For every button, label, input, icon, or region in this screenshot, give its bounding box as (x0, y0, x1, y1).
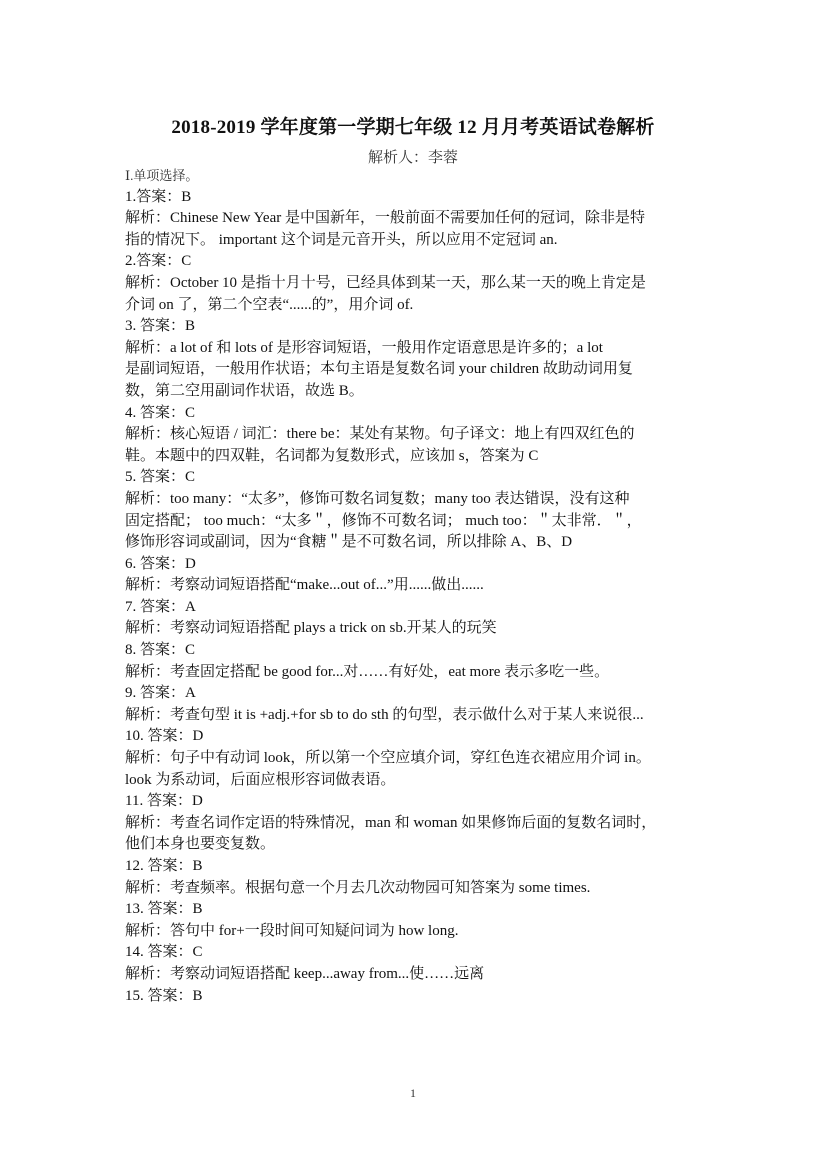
text-line: 5. 答案：C (125, 469, 196, 486)
text-line: 7. 答案：A (125, 598, 196, 615)
document-title: 2018-2019 学年度第一学期七年级 12 月月考英语试卷解析 (171, 117, 655, 138)
text-line: 解析：too many：“太多”，修饰可数名词复数；many too 表达错误，没有这种 (125, 490, 630, 507)
document-author: 解析人：李蓉 (367, 150, 458, 166)
text-line: 解析：句子中有动词 look，所以第一个空应填介词，穿红色连衣裙应用介词 in。 (125, 750, 651, 767)
text-line: 3. 答案：B (125, 318, 196, 335)
text-line: 15. 答案：B (125, 987, 203, 1004)
text-line: 指的情况下。 important 这个词是元音开头，所以应用不定冠词 an. (125, 231, 558, 248)
text-line: 修饰形容词或副词，因为“食糖＂是不可数名词，所以排除 A、B、D (125, 534, 573, 551)
text-line: 解析：答句中 for+一段时间可知疑问词为 how long. (125, 922, 459, 939)
text-line: 解析：October 10 是指十月十号，已经具体到某一天，那么某一天的晚上肯定是 (125, 274, 646, 291)
text-line: 12. 答案：B (125, 858, 203, 874)
text-line: 介词 on 了，第二个空表“......的”，用介词 of. (125, 296, 414, 313)
text-line: 解析：Chinese New Year 是中国新年，一般前面不需要加任何的冠词，除非是特 (125, 210, 645, 227)
text-line: 9. 答案：A (125, 685, 196, 702)
text-line: 13. 答案：B (125, 901, 203, 918)
text-line: 解析：考察动词短语搭配“make...out of...”用......做出...... (125, 577, 484, 594)
text-line: look 为系动词，后面应根形容词做表语。 (125, 771, 396, 788)
text-line: 他们本身也要变复数。 (125, 836, 276, 853)
text-line: 解析：考查句型 it is +adj.+for sb to do sth 的句型，表示做什么对于某人来说很... (125, 706, 644, 723)
text-line: 鞋。本题中的四双鞋，名词都为复数形式，应该加 s，答案为 C (125, 447, 539, 464)
text-line: 1.答案：B (125, 188, 192, 205)
text-line: 解析：考察动词短语搭配 keep...away from...使……远离 (125, 965, 485, 982)
text-line: 固定搭配； too much：“太多＂，修饰不可数名词； much too：＂太非常．＂， (125, 512, 642, 529)
text-line: 14. 答案：C (125, 944, 203, 961)
text-line: 10. 答案：D (125, 728, 204, 745)
text-line: 数，第二空用副词作状语，故选 B。 (125, 382, 364, 399)
text-line: 8. 答案：C (125, 642, 196, 659)
text-line: 解析：考察动词短语搭配 plays a trick on sb.开某人的玩笑 (125, 620, 497, 637)
text-line: 解析：考查名词作定语的特殊情况，man 和 woman 如果修饰后面的复数名词时， (125, 814, 657, 831)
text-line: 4. 答案：C (125, 404, 196, 421)
text-line: 6. 答案：D (125, 555, 196, 572)
section-heading: Ⅰ.单项选择。 (125, 168, 199, 183)
text-line: 11. 答案：D (125, 793, 203, 810)
text-line: 解析：考查固定搭配 be good for...对……有好处，eat more 表示多吃一些。 (125, 663, 610, 680)
text-line: 解析：a lot of 和 lots of 是形容词短语，一般用作定语意思是许多的；a lot (125, 339, 603, 356)
text-line: 解析：考查频率。根据句意一个月去几次动物园可知答案为 some times. (125, 879, 591, 896)
text-line: 2.答案：C (125, 253, 192, 270)
text-line: 解析：核心短语 / 词汇：there be：某处有某物。句子译文：地上有四双红色的 (125, 426, 635, 443)
page-number: 1 (410, 1086, 416, 1100)
text-line: 是副词短语，一般用作状语；本句主语是复数名词 your children 故助动词用复 (125, 361, 633, 378)
document-body (125, 165, 705, 1007)
